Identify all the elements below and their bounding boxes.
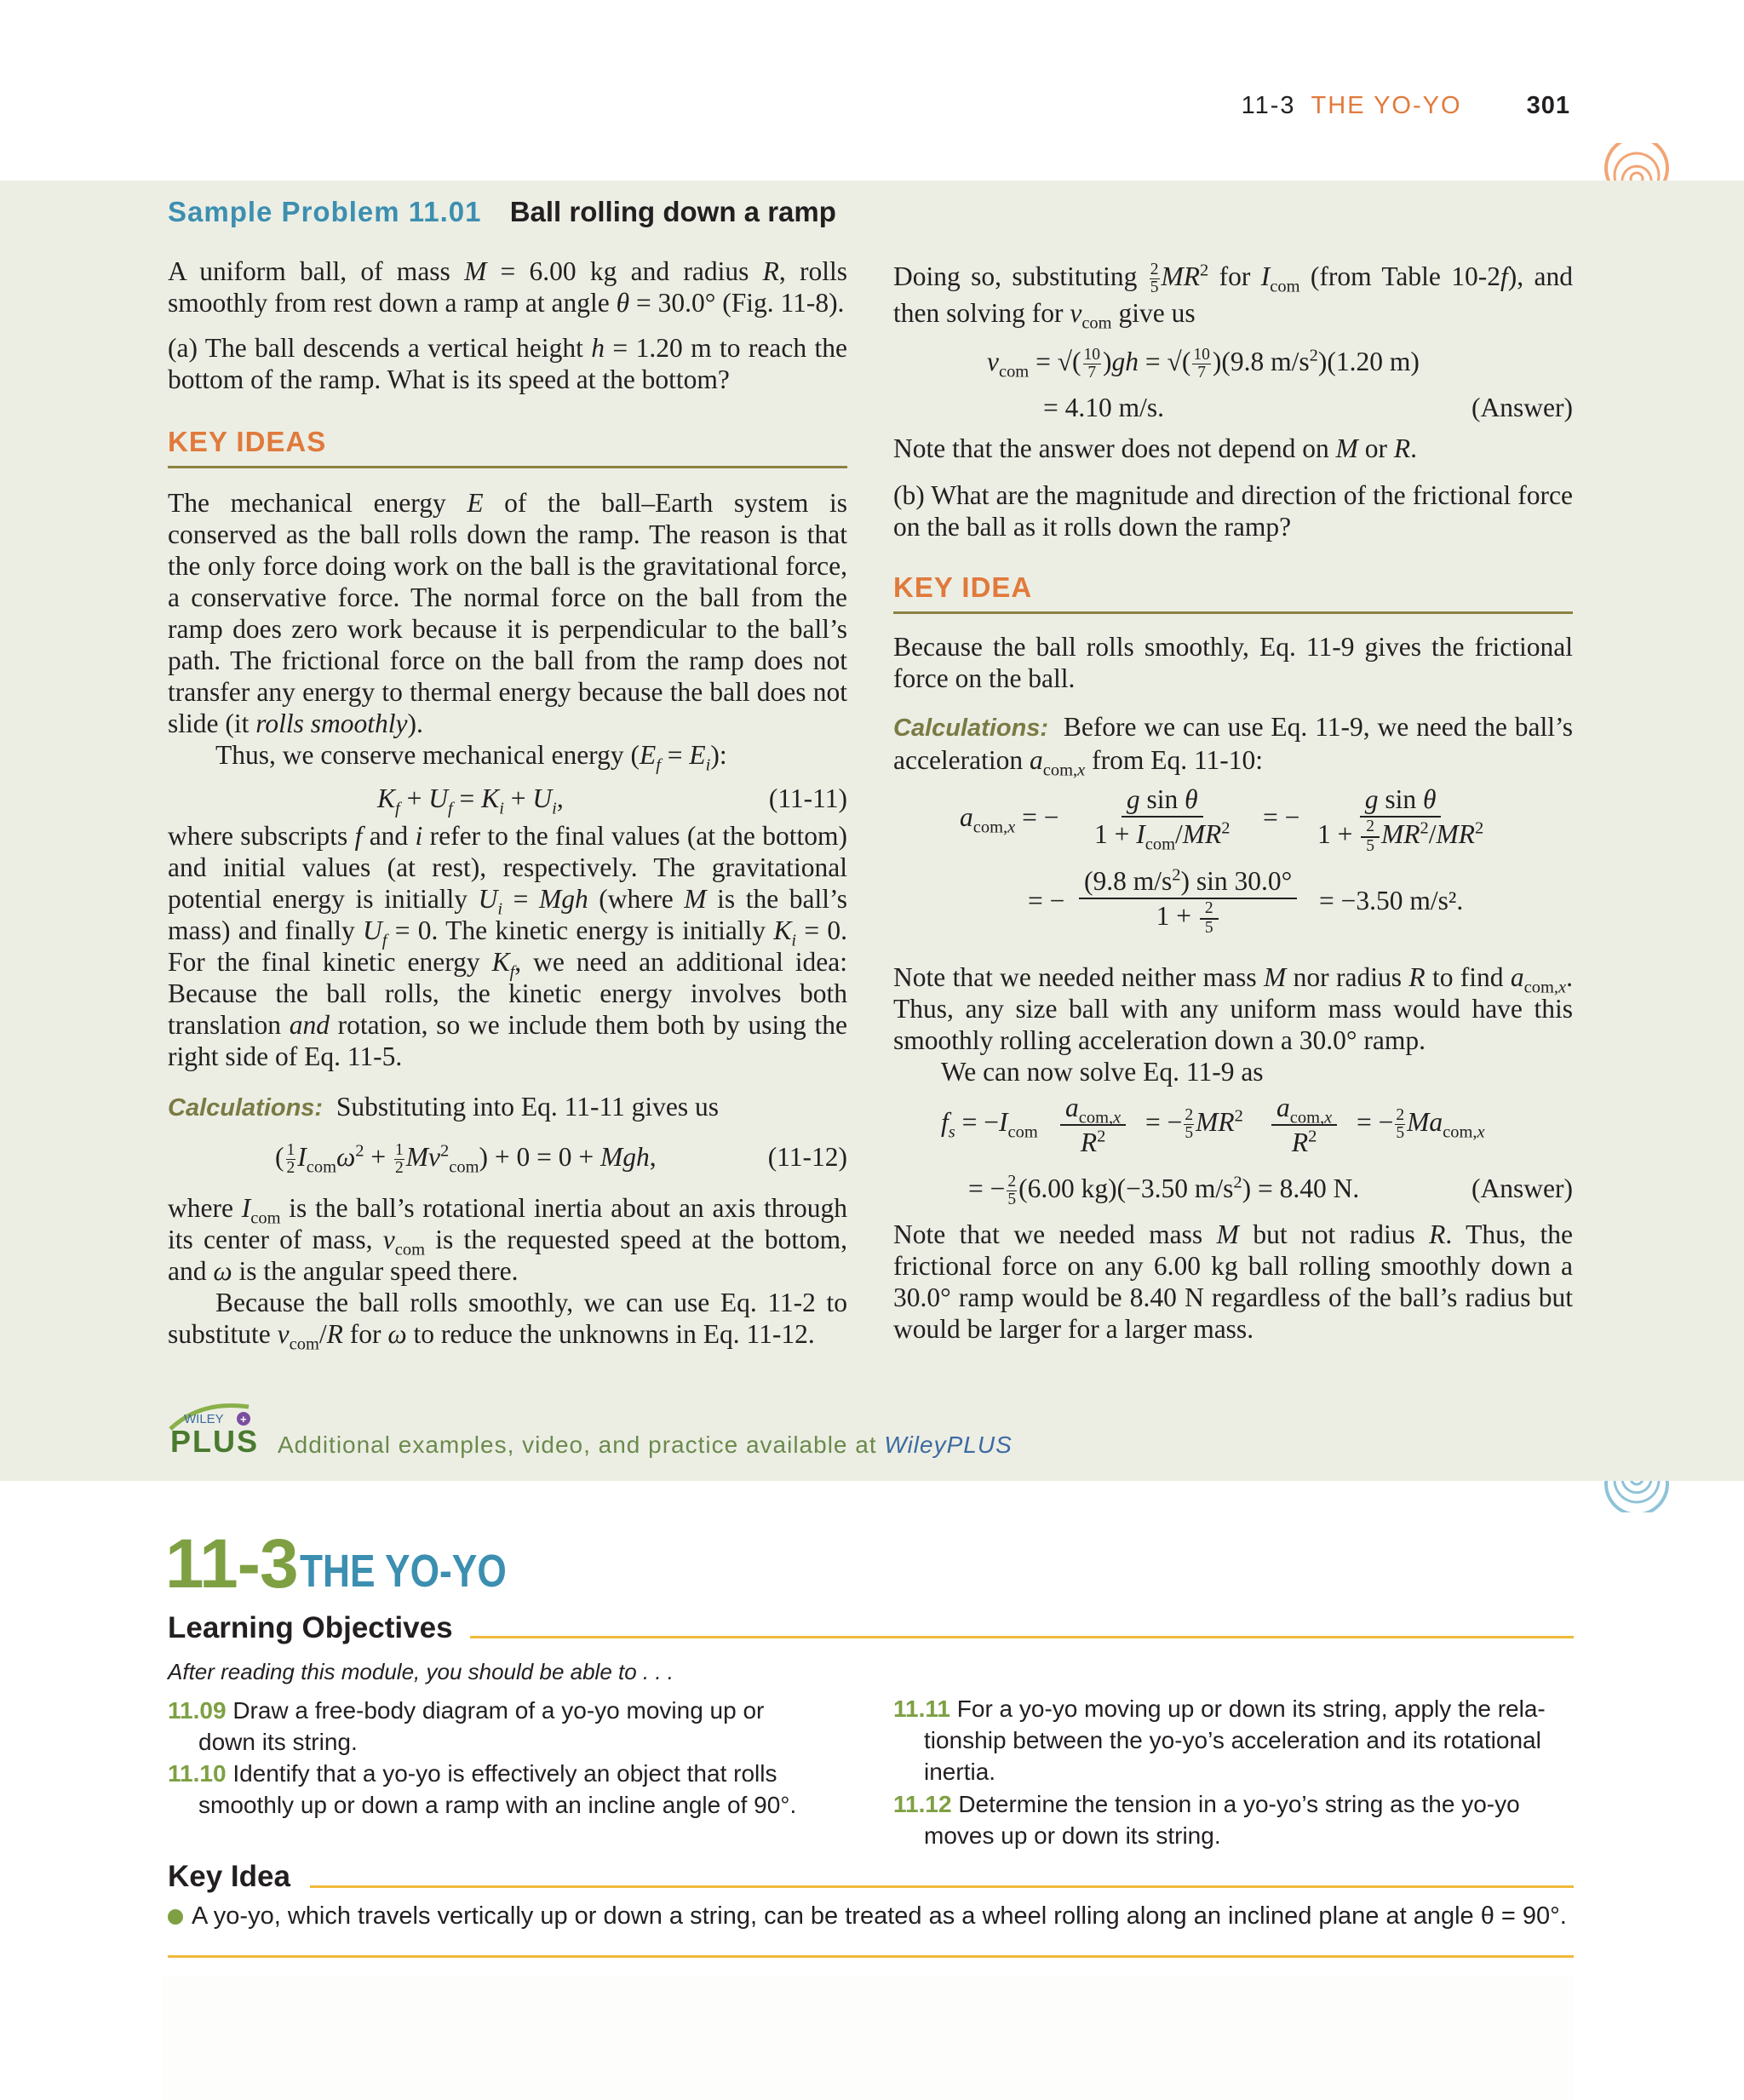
wileyplus-message <box>278 1432 1013 1459</box>
substitution-text: Doing so, substituting $\frac{2}{5}$ $MR^2$ for $I_{com}$ (from Table 10-2f), and then solving for $v_{com}$ give us <box>893 260 1573 333</box>
module-number: 11-3 <box>165 1525 298 1603</box>
solve-text: We can now solve Eq. 11-9 as <box>941 1056 1264 1087</box>
key-ideas-text: The mechanical energy E of the ball–Earth system is conserved as the ball rolls down the ramp. The reason is that the only force doing work on the ball is the gravitational force, a conservative force. The normal force on the ball from the ramp does zero work because it is perpendicular to the ball’s path. The frictional force on the ball from the ramp does not transfer any energy to thermal energy because the ball does not slide (it rolls smoothly). <box>168 488 847 738</box>
objective-number: 11.10 <box>168 1760 227 1787</box>
objective-text: down its string. <box>198 1729 358 1755</box>
calculations-label: Calculations: <box>168 1094 324 1122</box>
vcom-result: = 4.10 m/s. <box>1043 392 1165 422</box>
objective-11-10 <box>168 1758 815 1821</box>
module-title: THE YO-YO <box>300 1546 507 1597</box>
final-note: Note that we needed mass M but not radius R. Thus, the frictional force on any 6.00 kg ball rolling smoothly down a 30.0° ramp would be 8.40 N regardless of the ball’s radius but would be larger for a larger mass. <box>893 1219 1573 1344</box>
key-idea-rule-bottom <box>168 1955 1574 1958</box>
objective-text: Identify that a yo-yo is effectively an object that rolls <box>232 1760 777 1787</box>
wileyplus-logo-text: PLUS <box>170 1424 260 1459</box>
objective-11-12 <box>893 1788 1575 1851</box>
objective-text: smoothly up or down a ramp with an incline angle of 90°. <box>198 1792 797 1818</box>
objective-text: For a yo-yo moving up or down its string, apply the rela- <box>956 1695 1546 1722</box>
bottom-margin <box>162 1976 1574 2100</box>
answer-note: Note that the answer does not depend on M or R. <box>893 433 1417 463</box>
key-idea-text: Because the ball rolls smoothly, Eq. 11-9 gives the frictional force on the ball. <box>893 631 1573 693</box>
icom-text: where $I_{com}$ is the ball’s rotational inertia about an axis through its center of mass, $v_{com}$ is the requested speed at the bottom, and ω is the angular speed there. <box>168 1193 847 1286</box>
left-column <box>168 255 847 1354</box>
wileyplus-link[interactable]: WileyPLUS <box>884 1432 1013 1458</box>
equation-number: (11-11) <box>768 783 847 813</box>
acom-numeric: = − (9.8 $m/s^2$) sin 30.0° 1 + $\frac{2}{5}$ = −3.50 m/s². <box>1028 865 1464 937</box>
equation-11-12: ( $\frac{1}{2}$ $I_{com}\omega^2$ + $\frac{1}{2}$ $Mv^2_{com}) + 0 = 0$ + Mgh, (11-12) <box>275 1140 847 1178</box>
header-section: 11-3 <box>1241 92 1296 119</box>
right-column <box>893 261 1573 1345</box>
calculations-intro: Calculations: Substituting into Eq. 11-11 gives us <box>168 1092 720 1122</box>
key-ideas-heading: KEY IDEAS <box>168 426 327 457</box>
learning-objectives-rule <box>470 1636 1574 1638</box>
subscripts-text: where subscripts f and i refer to the final values (at the bottom) and initial values (at rest), respectively. The gravitational potential energy is initially $U_i$ = Mgh (where M is the ball’s mass) and finally $U_f = 0$. The kinetic energy is initially $K_i = 0$. For the final kinetic energy $K_f$, we need an additional idea: Because the ball rolls, the kinetic energy involves both translation and rotation, so we include them both by using the right side of Eq. 11-5. <box>168 821 847 1071</box>
objective-number: 11.12 <box>893 1791 952 1817</box>
sample-problem-heading <box>168 196 836 228</box>
fs-answer: = − $\frac{2}{5}$ (6.00 kg)(−3.50 $m/s^2) = 8.40$ N. (Answer) <box>968 1172 1573 1209</box>
svg-text:+: + <box>240 1413 247 1426</box>
key-idea-heading: KEY IDEA <box>893 571 1033 603</box>
key-idea-rule <box>893 611 1573 614</box>
equation-number: (11-12) <box>767 1142 847 1172</box>
acom-result: = −3.50 m/s². <box>1319 885 1464 915</box>
objective-text: Determine the tension in a yo-yo’s string as the yo-yo <box>958 1791 1520 1817</box>
objective-text: inertia. <box>924 1759 996 1785</box>
objective-text: tionship between the yo-yo’s acceleration and its rotational <box>924 1727 1541 1753</box>
problem-statement: A uniform ball, of mass M = 6.00 kg and radius R, rolls smoothly from rest down a ramp at angle θ = 30.0° (Fig. 11-8). <box>168 256 847 318</box>
bullet-icon <box>168 1909 183 1925</box>
equation-11-11: $K_f + U_f = K_i + U_i$, (11-11) <box>377 783 847 818</box>
objective-text: moves up or down its string. <box>924 1822 1221 1849</box>
part-b-question: (b) What are the magnitude and direction of the frictional force on the ball as it rolls down the ramp? <box>893 479 1573 542</box>
part-a-question: (a) The ball descends a vertical height h = 1.20 m to reach the bottom of the ramp. What is its speed at the bottom? <box>168 333 847 394</box>
acom-equation: $a_{com,x}$ = − g sin θ $1 + I_{com}/MR^2$ = − g sin θ 1 + $\frac{2}{5}$ $MR^2/MR^2$ <box>960 783 1484 855</box>
key-ideas-rule <box>168 466 847 468</box>
key-idea-module-heading: Key Idea <box>168 1860 290 1893</box>
key-idea-rule-top <box>310 1885 1574 1888</box>
wileyplus-text: Additional examples, video, and practice available at <box>278 1432 877 1458</box>
key-idea-item <box>168 1902 1567 1931</box>
vcom-answer <box>893 390 1573 426</box>
sample-problem-title: Ball rolling down a ramp <box>509 196 836 227</box>
learning-objectives-heading: Learning Objectives <box>168 1611 453 1644</box>
calculations-label: Calculations: <box>893 714 1049 742</box>
fs-result: 8.40 N. <box>1279 1173 1360 1203</box>
wileyplus-logo <box>167 1395 261 1459</box>
fs-equation: $f_s = -I_{com}$ $a_{com,x}$ $R^2$ = − $\frac{2}{5}$ $MR^2$ $a_{com,x}$ $R^2$ = − $\frac{2}{5}$ $Ma_{com,x}$ <box>941 1092 1485 1158</box>
objective-number: 11.11 <box>893 1695 950 1722</box>
objective-11-09 <box>168 1695 815 1758</box>
vcom-equation: $v_{com}$ = √( $\frac{10}{7}$ )gh = √( $\frac{10}{7}$ )(9.8 $m/s^2)(1.20$ m) <box>987 345 1420 382</box>
objective-number: 11.09 <box>168 1697 227 1724</box>
objective-text: Draw a free-body diagram of a yo-yo moving up or <box>232 1697 765 1724</box>
learning-objectives-intro: After reading this module, you should be able to . . . <box>168 1659 674 1684</box>
key-idea-text: A yo-yo, which travels vertically up or down a string, can be treated as a wheel rolling along an inclined plane at angle θ = 90°. <box>192 1902 1567 1930</box>
header-title: THE YO-YO <box>1311 92 1462 119</box>
calculations-b: Calculations: Before we can use Eq. 11-9, we need the ball’s acceleration $a_{com,x}$ from Eq. 11-10: <box>893 711 1573 780</box>
objective-11-11 <box>893 1693 1575 1787</box>
answer-tag: (Answer) <box>1472 1173 1573 1203</box>
page-number: 301 <box>1526 92 1570 119</box>
substitute-text: Because the ball rolls smoothly, we can use Eq. 11-2 to substitute $v_{com}/R$ for ω to reduce the unknowns in Eq. 11-12. <box>168 1288 847 1354</box>
wileyplus-logo-small: WILEY <box>184 1412 224 1426</box>
mass-radius-note: Note that we needed neither mass M nor radius R to find $a_{com,x}$. Thus, any size ball with any uniform mass would have this smoothly rolling acceleration down a 30.0° ramp. <box>893 961 1573 1055</box>
sample-problem-label: Sample Problem 11.01 <box>168 196 482 227</box>
conserve-energy-text: Thus, we conserve mechanical energy $(E_f = E_i)$: <box>215 740 727 775</box>
running-header <box>1242 92 1570 120</box>
answer-tag: (Answer) <box>1472 392 1573 422</box>
